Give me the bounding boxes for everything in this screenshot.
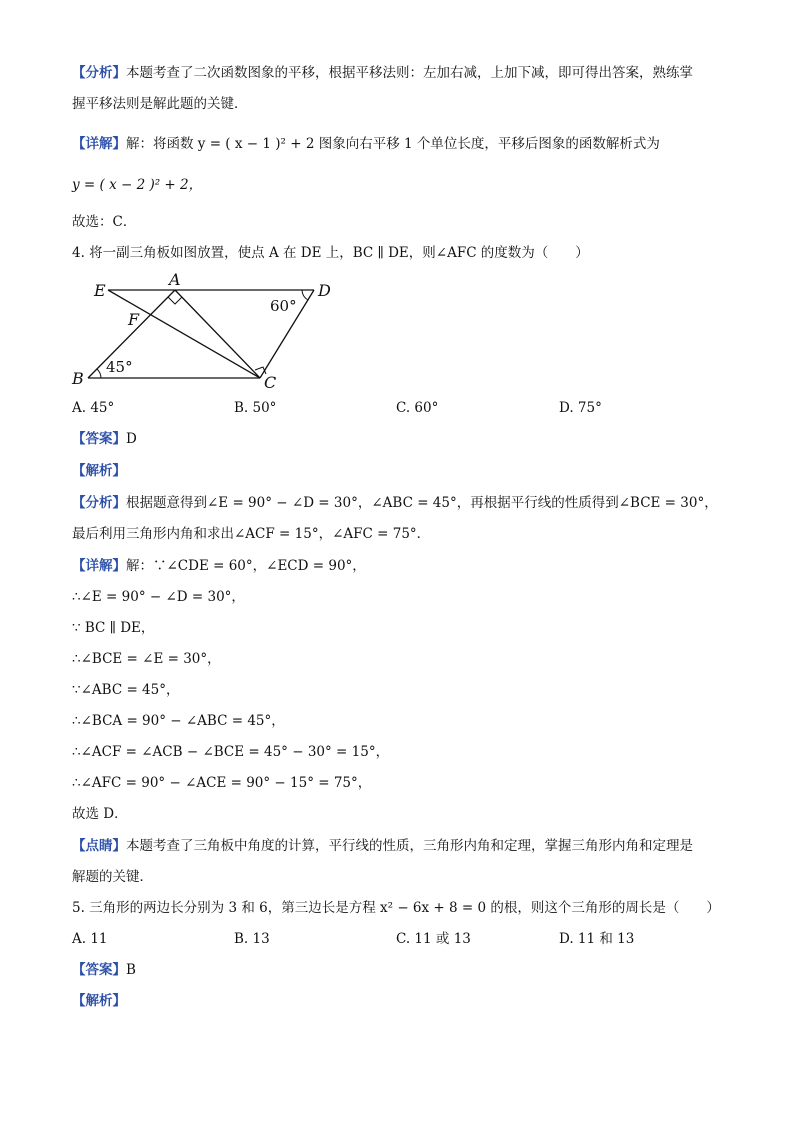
q5-jiexi-tag: 【解析】 [72,993,126,1009]
q4-options [72,398,732,418]
label-b: B [72,369,84,388]
q4-detail-line-1 [72,556,734,576]
label-angle-d: 60° [270,297,297,315]
q5-option-d: D. 11 和 13 [559,931,635,947]
q4-step: ∴∠E = 90° − ∠D = 30°， [72,589,245,605]
q4-comment-text-2: 解题的关键． [72,869,153,885]
q4-jiexi-tag: 【解析】 [72,463,126,479]
q4-analysis-text-1: 根据题意得到∠E = 90° − ∠D = 30°，∠ABC = 45°，再根据平行线的性质得到∠BCE = 30°， [126,495,718,511]
q5-answer-line [72,960,734,980]
q4-detail-tag: 【详解】 [72,558,126,574]
q4-step: ∴∠AFC = 90° − ∠ACE = 90° − 15° = 75°， [72,775,372,791]
q4-step: ∴∠ACF = ∠ACB − ∠BCE = 45° − 30° = 15°， [72,744,390,760]
label-c: C [264,373,277,392]
q4-analysis-tag: 【分析】 [72,495,126,511]
q4-option-d: D. 75° [559,400,602,416]
angle-d-arc [302,290,308,300]
q4-answer-tag: 【答案】 [72,431,126,447]
q4-comment-line-1 [72,836,734,856]
label-angle-b: 45° [106,358,133,376]
q3-conclusion: 故选：C． [72,214,137,230]
q5-option-c: C. 11 或 13 [396,931,471,947]
q4-figure [70,272,340,394]
label-e: E [94,281,106,300]
angle-b-arc [97,369,101,378]
q3-detail-line-1 [72,134,734,154]
q4-answer-line [72,429,734,449]
q4-step: ∴∠BCE = ∠E = 30°， [72,651,221,667]
q4-analysis-line-1 [72,493,734,513]
q5-options [72,929,732,949]
q4-stem: 4. 将一副三角板如图放置，使点 A 在 DE 上，BC ∥ DE，则∠AFC 的度数为（ ） [72,245,589,261]
q5-stem: 5. 三角形的两边长分别为 3 和 6，第三边长是方程 x² − 6x + 8 = 0 的根，则这个三角形的周长是（ ） [72,900,720,916]
q3-detail-formula: y = ( x − 2 )² + 2， [72,177,203,193]
q4-detail-text-1: 解：∵∠CDE = 60°，∠ECD = 90°， [126,558,366,574]
q5-option-a: A. 11 [72,931,108,947]
q5-option-b: B. 13 [234,931,270,947]
label-d: D [318,281,331,300]
q4-comment-tag: 【点睛】 [72,838,126,854]
q3-analysis-text-2: 握平移法则是解此题的关键． [72,96,248,112]
label-f: F [128,310,140,329]
q4-option-c: C. 60° [396,400,439,416]
q3-analysis-line-1 [72,63,734,83]
q4-step: ∴∠BCA = 90° − ∠ABC = 45°， [72,713,285,729]
q4-answer-value: D [126,431,137,447]
label-a: A [169,272,181,289]
q4-step: ∵ BC ∥ DE， [72,620,155,636]
q3-analysis-tag: 【分析】 [72,65,126,81]
q4-analysis-text-2: 最后利用三角形内角和求出∠ACF = 15°，∠AFC = 75°． [72,526,431,542]
q4-option-b: B. 50° [234,400,277,416]
q3-analysis-text-1: 本题考查了二次函数图象的平移，根据平移法则：左加右减，上加下减，即可得出答案，熟练掌 [126,65,693,81]
right-angle-a-mark [168,297,182,304]
q5-answer-tag: 【答案】 [72,962,126,978]
q3-detail-text-1: 解：将函数 y = ( x − 1 )² + 2 图象向右平移 1 个单位长度，平移后图象的函数解析式为 [126,136,660,152]
q4-option-a: A. 45° [72,400,115,416]
q4-comment-text-1: 本题考查了三角板中角度的计算，平行线的性质，三角形内角和定理，掌握三角形内角和定理是 [126,838,693,854]
segment-ac [175,290,260,378]
q4-step: ∵∠ABC = 45°， [72,682,180,698]
q4-conclusion: 故选 D． [72,806,128,822]
q5-answer-value: B [126,962,136,978]
q3-detail-tag: 【详解】 [72,136,126,152]
